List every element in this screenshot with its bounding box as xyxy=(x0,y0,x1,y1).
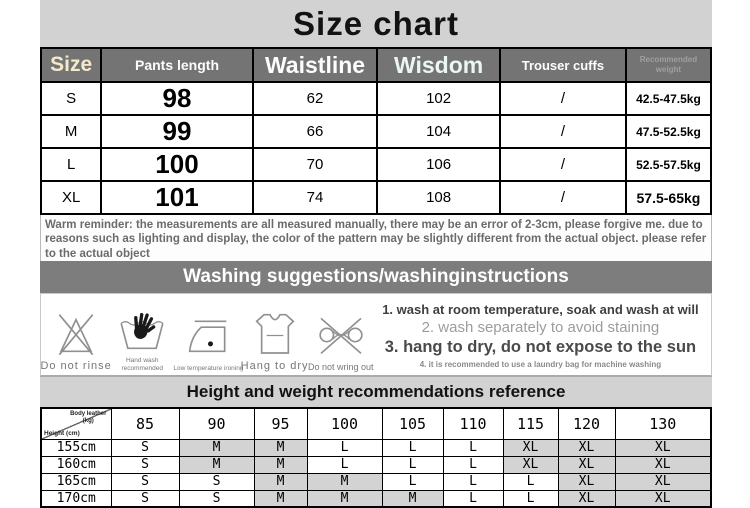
size-table-row xyxy=(41,115,711,148)
do-not-wring-out-icon xyxy=(315,310,367,360)
do-not-rinse-icon xyxy=(51,308,101,358)
wisdom-cell: 108 xyxy=(377,181,500,214)
hang-to-dry-icon xyxy=(249,308,301,358)
recommended-size-cell: XL xyxy=(615,456,711,473)
washing-suggestions-bar xyxy=(40,261,712,293)
waistline-cell: 70 xyxy=(253,148,378,181)
recommended-size-cell: L xyxy=(382,473,443,490)
corner-weight-label: Body leather (kg) xyxy=(70,411,107,424)
height-cell: 170cm xyxy=(41,490,111,507)
weight-header-cell: 105 xyxy=(382,408,443,439)
do-not-wring-out-label: Do not wring out xyxy=(308,362,374,372)
weight-cell: 52.5-57.5kg xyxy=(626,148,711,181)
recommended-size-cell: M xyxy=(307,473,382,490)
warm-reminder-text: Warm reminder: the measurements are all measured manually, there may be an error of 2-3cm, please forgive me. due to reasons such as lighting and display, the color of the pattern may be slightly different from the actual object. please refer to the actual object xyxy=(40,215,712,261)
size-table-row xyxy=(41,148,711,181)
recommended-size-cell: XL xyxy=(558,439,615,456)
height-weight-band xyxy=(40,377,712,407)
corner-height-label: Height (cm) xyxy=(44,429,80,437)
size-table xyxy=(40,47,712,215)
recommended-size-cell: M xyxy=(254,473,307,490)
recommended-size-cell: L xyxy=(382,456,443,473)
header-recommended-weight xyxy=(626,48,711,82)
hang-to-dry-label: Hang to dry xyxy=(240,360,309,372)
height-weight-row xyxy=(41,473,711,490)
recommended-size-cell: M xyxy=(179,439,254,456)
recommended-size-cell: XL xyxy=(503,439,558,456)
trouser-cuffs-cell: / xyxy=(500,82,626,115)
recommended-size-cell: S xyxy=(111,473,179,490)
size-table-row xyxy=(41,82,711,115)
header-waistline: Waistline xyxy=(253,48,378,82)
height-weight-row xyxy=(41,490,711,507)
title-band xyxy=(40,0,712,47)
size-cell: L xyxy=(41,148,101,181)
recommended-size-cell: M xyxy=(254,439,307,456)
size-cell: S xyxy=(41,82,101,115)
height-weight-row xyxy=(41,456,711,473)
recommended-size-cell: XL xyxy=(615,439,711,456)
weight-header-cell: 95 xyxy=(254,408,307,439)
trouser-cuffs-cell: / xyxy=(500,148,626,181)
recommended-size-cell: XL xyxy=(615,473,711,490)
washing-instruction-line: 3. hang to dry, do not expose to the sun xyxy=(384,337,697,356)
weight-header-cell: 110 xyxy=(443,408,503,439)
recommended-size-cell: XL xyxy=(503,456,558,473)
size-chart-page xyxy=(40,0,712,508)
washing-icon-cell xyxy=(109,299,175,372)
header-wisdom: Wisdom xyxy=(377,48,500,82)
weight-header-cell: 100 xyxy=(307,408,382,439)
height-weight-row xyxy=(41,439,711,456)
hand-wash-label: Hand wash recommended xyxy=(121,357,164,372)
recommended-size-cell: L xyxy=(307,439,382,456)
recommended-size-cell: M xyxy=(382,490,443,507)
wisdom-cell: 104 xyxy=(377,115,500,148)
weight-header-cell: 115 xyxy=(503,408,558,439)
weight-cell: 57.5-65kg xyxy=(626,181,711,214)
washing-icon-cell xyxy=(173,299,244,372)
washing-suggestions-title: Washing suggestions/washinginstructions xyxy=(183,266,569,287)
waistline-cell: 66 xyxy=(253,115,378,148)
recommended-size-cell: S xyxy=(179,490,254,507)
washing-instruction-line: 1. wash at room temperature, soak and wash at will xyxy=(382,301,699,317)
size-table-row xyxy=(41,181,711,214)
recommended-size-cell: L xyxy=(443,439,503,456)
washing-instruction-line: 4. it is recommended to use a laundry bag for machine washing xyxy=(419,359,662,369)
recommended-size-cell: M xyxy=(254,456,307,473)
washing-icons xyxy=(41,294,374,375)
recommended-size-cell: L xyxy=(382,439,443,456)
recommended-size-cell: S xyxy=(111,456,179,473)
low-temperature-ironing-label: Low temperature ironing xyxy=(173,365,244,372)
weight-header-cell: 90 xyxy=(179,408,254,439)
waistline-cell: 74 xyxy=(253,181,378,214)
header-size: Size xyxy=(41,48,101,82)
height-weight-table-body xyxy=(41,439,711,507)
weight-header-cell: 130 xyxy=(615,408,711,439)
height-weight-header-row xyxy=(41,408,711,439)
recommended-size-cell: L xyxy=(443,490,503,507)
wisdom-cell: 102 xyxy=(377,82,500,115)
recommended-size-cell: L xyxy=(503,490,558,507)
height-weight-table xyxy=(40,407,712,508)
height-cell: 165cm xyxy=(41,473,111,490)
recommended-size-cell: M xyxy=(179,456,254,473)
recommended-size-cell: M xyxy=(254,490,307,507)
wisdom-cell: 106 xyxy=(377,148,500,181)
weight-header-cell: 85 xyxy=(111,408,179,439)
recommended-size-cell: L xyxy=(443,456,503,473)
do-not-rinse-label: Do not rinse xyxy=(40,360,112,372)
recommended-size-cell: S xyxy=(179,473,254,490)
height-cell: 155cm xyxy=(41,439,111,456)
header-pants-length: Pants length xyxy=(101,48,252,82)
page-title: Size chart xyxy=(293,4,459,42)
recommended-size-cell: XL xyxy=(558,473,615,490)
size-table-header-row xyxy=(41,48,711,82)
height-weight-corner-cell xyxy=(41,408,111,439)
recommended-size-cell: XL xyxy=(615,490,711,507)
pants-length-cell: 98 xyxy=(101,82,252,115)
recommended-size-cell: M xyxy=(307,490,382,507)
size-cell: M xyxy=(41,115,101,148)
waistline-cell: 62 xyxy=(253,82,378,115)
washing-icon-cell xyxy=(242,299,308,372)
size-cell: XL xyxy=(41,181,101,214)
recommended-size-cell: S xyxy=(111,439,179,456)
washing-box xyxy=(40,293,712,377)
header-recommended-weight-line2: weight xyxy=(655,65,682,74)
low-temperature-ironing-icon xyxy=(182,313,234,363)
recommended-size-cell: L xyxy=(503,473,558,490)
pants-length-cell: 99 xyxy=(101,115,252,148)
recommended-size-cell: XL xyxy=(558,490,615,507)
trouser-cuffs-cell: / xyxy=(500,181,626,214)
weight-cell: 47.5-52.5kg xyxy=(626,115,711,148)
pants-length-cell: 101 xyxy=(101,181,252,214)
recommended-size-cell: L xyxy=(443,473,503,490)
weight-cell: 42.5-47.5kg xyxy=(626,82,711,115)
recommended-size-cell: L xyxy=(307,456,382,473)
washing-instruction-line: 2. wash separately to avoid staining xyxy=(421,318,660,336)
header-recommended-weight-line1: Recommended xyxy=(639,55,698,65)
size-table-body xyxy=(41,82,711,214)
weight-header-cell: 120 xyxy=(558,408,615,439)
header-trouser-cuffs: Trouser cuffs xyxy=(500,48,626,82)
height-weight-title: Height and weight recommendations reference xyxy=(186,382,566,401)
height-cell: 160cm xyxy=(41,456,111,473)
washing-icon-cell xyxy=(308,299,374,372)
recommended-size-cell: XL xyxy=(558,456,615,473)
washing-instructions xyxy=(374,294,711,375)
recommended-size-cell: S xyxy=(111,490,179,507)
pants-length-cell: 100 xyxy=(101,148,252,181)
trouser-cuffs-cell: / xyxy=(500,115,626,148)
hand-wash-icon xyxy=(117,305,167,355)
washing-icon-cell xyxy=(40,299,112,372)
